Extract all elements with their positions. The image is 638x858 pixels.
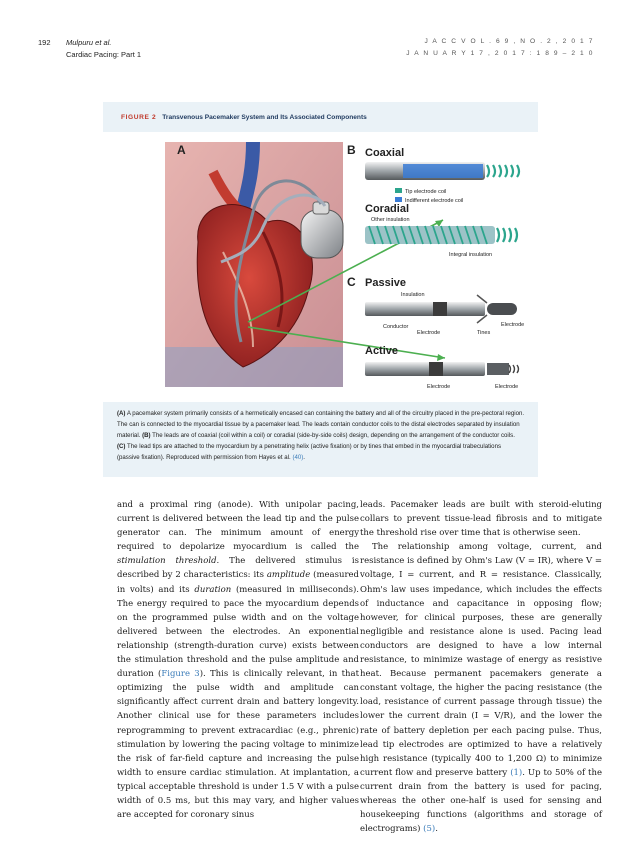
- caption-c-text: The lead tips are attached to the myocardium by a penetrating helix (active fixation) or by tines that embed in the myocardial trabeculations (passive fixation). Reproduced with permission from Hayes et al.: [117, 443, 502, 461]
- figure-title-text: Transvenous Pacemaker System and Its Associated Components: [162, 114, 367, 121]
- active-tip-electrode-label: Electrode: [495, 384, 519, 390]
- right-text-2: . Up to 50% of the current drain from the battery is used for pacing, whereas the other one-half is used for sensing and housekeeping functions (algorithms and storage of electrograms): [360, 767, 602, 835]
- active-title: Active: [365, 345, 399, 357]
- legend-indifferent-label: Indifferent electrode coil: [405, 198, 464, 204]
- right-paragraph-1: leads. Pacemaker leads are built with steroid-eluting collars to prevent tissue-lead fibrosis and to mitigate the threshold rise over time that is otherwise seen.: [360, 500, 602, 539]
- active-lead-body: [365, 362, 485, 376]
- passive-title: Passive: [365, 277, 406, 289]
- legend-tip-swatch: [395, 188, 402, 193]
- figure-caption: [117, 408, 525, 463]
- left-paragraph-1: [117, 498, 359, 822]
- running-author: Mulpuru et al.: [66, 38, 112, 47]
- caption-a-text: A pacemaker system primarily consists of a hermetically encased can containing the battery and all of the circuitry placed in the pre-pectoral region. The can is connected to the myocardial tissue by a pacemaker lead. The leads contain conductor coils to the distal electrodes separated by insulation material.: [117, 410, 525, 439]
- arrow-head-active: [437, 354, 445, 361]
- legend-tip-label: Tip electrode coil: [405, 189, 447, 195]
- coradial-end-coil: [497, 228, 517, 242]
- active-ring-electrode-label: Electrode: [427, 384, 451, 390]
- coaxial-indifferent-coil: [403, 164, 483, 178]
- term-duration: duration: [194, 584, 232, 595]
- legend-indifferent-swatch: [395, 197, 402, 202]
- panel-c-label: C: [347, 275, 356, 289]
- other-insulation-label: Other insulation: [371, 217, 410, 223]
- coaxial-tip-coil: [487, 165, 519, 177]
- right-text-1: The relationship among voltage, current, and resistance is defined by Ohm's Law (V = IR), where V = voltage, I = current, and R = resistance. Classically, Ohm's law uses impedance, which includes the effects of inductance and capacitance in opposing flow; however, for clinical purposes, these are generally negligible and resistance alone is used. Pacing lead conductors are designed to have a low internal resistance, to minimize wastage of energy as resistive heat. Because permanent pacemakers generate a constant voltage, the higher the pacing resistance (the load, resistance of current passage through tissue) the lower the current drain (I = V/R), and the lower the rate of battery depletion per each pacing pulse. Thus, lead tip electrodes are optimized to have a relatively high resistance (typically 400 to 1,200 Ω) to minimize current flow and preserve battery: [360, 542, 602, 778]
- figure-3-link[interactable]: Figure 3: [161, 669, 200, 680]
- figure-illustration: [103, 132, 538, 402]
- active-ring: [429, 362, 443, 376]
- passive-lead-body: [365, 302, 485, 316]
- figure-label: FIGURE 2: [121, 114, 157, 121]
- left-text-3: (measured in volts) and its: [117, 570, 359, 595]
- caption-reference-link[interactable]: (40): [292, 454, 304, 461]
- journal-date-pages: J A N U A R Y 1 7 , 2 0 1 7 : 1 8 9 – 2 1 0: [406, 50, 594, 57]
- right-paragraph-2: [360, 540, 602, 836]
- caption-end: .: [303, 454, 305, 461]
- active-tip: [487, 363, 509, 375]
- panel-b-label: B: [347, 143, 356, 157]
- page-number: 192: [38, 38, 51, 47]
- passive-ring: [433, 302, 447, 316]
- conductor-label: Conductor: [383, 324, 409, 330]
- passive-tip: [487, 303, 517, 315]
- running-title: Cardiac Pacing: Part 1: [66, 50, 142, 59]
- passive-insulation-label: Insulation: [401, 292, 425, 298]
- term-stimulation-threshold: stimulation threshold.: [117, 556, 220, 567]
- body-column-left: [117, 498, 359, 822]
- tines-label: Tines: [477, 330, 491, 336]
- passive-tip-electrode-label: Electrode: [501, 322, 525, 328]
- passive-electrode-label: Electrode: [417, 330, 441, 336]
- figure-title: [121, 114, 367, 121]
- reference-5-link[interactable]: (5): [423, 824, 436, 835]
- term-amplitude: amplitude: [266, 570, 311, 581]
- caption-b-tag: (B): [142, 432, 151, 439]
- caption-b-text: The leads are of coaxial (coil within a coil) or coradial (side-by-side coils) design, depending on the arrangement of the conductor coils.: [150, 432, 515, 439]
- journal-citation: J A C C V O L . 6 9 , N O . 2 , 2 0 1 7: [424, 38, 594, 45]
- left-text-2: The delivered stimulus is described by 2 characteristics: its: [117, 556, 359, 581]
- pacemaker-illustration: [103, 132, 538, 402]
- caption-a-tag: (A): [117, 410, 126, 417]
- caption-c-tag: (C): [117, 443, 126, 450]
- left-text-1: and a proximal ring (anode). With unipolar pacing, current is delivered between the lead tip and the pulse generator can. The minimum amount of energy required to depolarize myocardium is called the: [117, 500, 359, 553]
- figure-2: [103, 102, 538, 477]
- coradial-title: Coradial: [365, 203, 410, 215]
- panel-a-label: A: [177, 143, 186, 157]
- body-column-right: [360, 498, 602, 836]
- pacemaker-can: [301, 210, 343, 258]
- left-text-4: (measured in milliseconds). The energy required to pace the myocardium depends on the programmed pulse width and on the voltage delivered between the electrodes. An exponential relationship (strength-duration curve) exists between the stimulation threshold and the pulse amplitude and duration (: [117, 584, 359, 680]
- left-text-5: ). This is clinically relevant, in that optimizing the pulse width and amplitude can significantly affect current drain and battery longevity. Another clinical use for these parameters includes reprogramming to prevent extracardiac (e.g., phrenic) stimulation by lowering the pacing voltage to minimize the risk of far-field capture and increasing the pulse width to ensure cardiac stimulation. At implantation, a typical acceptable threshold is under 1.5 V with a pulse width of 0.5 ms, but this may vary, and higher values are accepted for coronary sinus: [117, 669, 359, 821]
- active-helix: [509, 365, 519, 373]
- coaxial-title: Coaxial: [365, 147, 405, 159]
- right-text-3: .: [435, 824, 438, 835]
- integral-insulation-label: Integral insulation: [449, 252, 493, 258]
- reference-1-link[interactable]: (1): [510, 767, 523, 778]
